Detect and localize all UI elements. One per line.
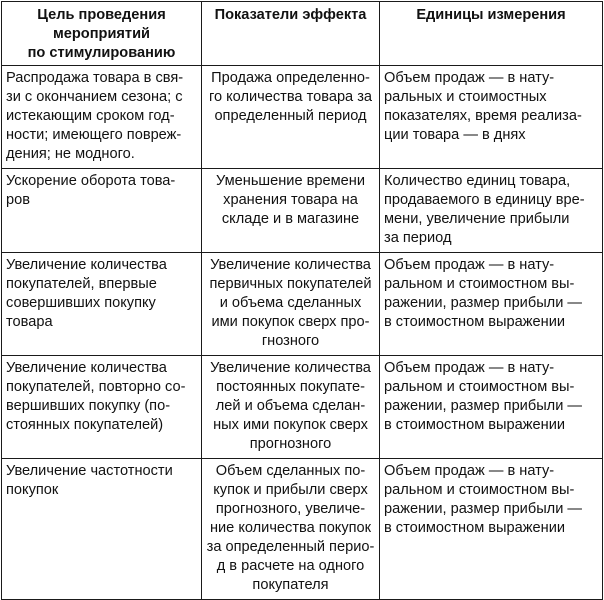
cell-indicator-text: Уменьшение времени хранения товара на складе и в магазине: [216, 173, 365, 227]
cell-goal: [2, 169, 202, 253]
table-row: [2, 459, 603, 600]
cell-indicator: [202, 169, 380, 253]
cell-goal: [2, 356, 202, 459]
cell-goal-text: Ускорение оборота това- ров: [6, 173, 176, 208]
cell-unit: [380, 459, 603, 600]
cell-indicator-text: Увеличение количества первичных покупателей и объема сделанных ими покупок сверх про- гнозного: [209, 257, 372, 349]
header-goal-text: Цель проведения мероприятий по стимулированию: [27, 7, 176, 61]
document-page: [1, 1, 602, 600]
cell-unit-text: Объем продаж — в нату- ральном и стоимостном вы- ражении, размер прибыли — в стоимостном выражении: [384, 257, 582, 330]
cell-unit-text: Объем продаж — в нату- ральных и стоимостных показателях, время реализа- ции товара — в днях: [384, 70, 582, 143]
cell-indicator-text: Увеличение количества постоянных покупате- лей и объема сделан- ных ими покупок сверх прогнозного: [210, 360, 371, 452]
cell-unit-text: Количество единиц товара, продаваемого в единицу вре- мени, увеличение прибыли за период: [384, 173, 585, 246]
cell-goal-text: Увеличение количества покупателей, впервые совершивших покупку товара: [6, 257, 167, 330]
cell-goal-text: Увеличение количества покупателей, повторно со- вершивших покупку (по- стоянных покупателей): [6, 360, 186, 433]
cell-goal: [2, 253, 202, 356]
cell-goal-text: Увеличение частотности покупок: [6, 463, 173, 498]
cell-indicator: [202, 253, 380, 356]
cell-indicator: [202, 66, 380, 169]
cell-unit-text: Объем продаж — в нату- ральном и стоимостном вы- ражении, размер прибыли — в стоимостном выражении: [384, 463, 582, 536]
table-header-row: [2, 2, 603, 66]
table-row: [2, 169, 603, 253]
cell-goal-text: Распродажа товара в свя- зи с окончанием сезона; с истекающим сроком год- ности; имеющего повреж- дения; не модного.: [6, 70, 184, 162]
cell-indicator-text: Продажа определенно- го количества товара за определенный период: [208, 70, 373, 124]
cell-indicator-text: Объем сделанных по- купок и прибыли сверх прогнозного, увеличе- ние количества покупок за определенный перио- д в расчете на одного покупателя: [206, 463, 375, 593]
incentive-goals-table: [1, 1, 603, 600]
header-unit: [380, 2, 603, 66]
cell-unit: [380, 66, 603, 169]
cell-unit: [380, 169, 603, 253]
cell-unit-text: Объем продаж — в нату- ральном и стоимостном вы- ражении, размер прибыли — в стоимостном выражении: [384, 360, 582, 433]
header-indicator: [202, 2, 380, 66]
cell-indicator: [202, 356, 380, 459]
cell-unit: [380, 253, 603, 356]
table-row: [2, 66, 603, 169]
cell-goal: [2, 66, 202, 169]
cell-indicator: [202, 459, 380, 600]
header-goal: [2, 2, 202, 66]
header-indicator-text: Показатели эффекта: [214, 7, 367, 23]
cell-goal: [2, 459, 202, 600]
table-row: [2, 253, 603, 356]
table-row: [2, 356, 603, 459]
header-unit-text: Единицы измерения: [416, 7, 566, 23]
cell-unit: [380, 356, 603, 459]
